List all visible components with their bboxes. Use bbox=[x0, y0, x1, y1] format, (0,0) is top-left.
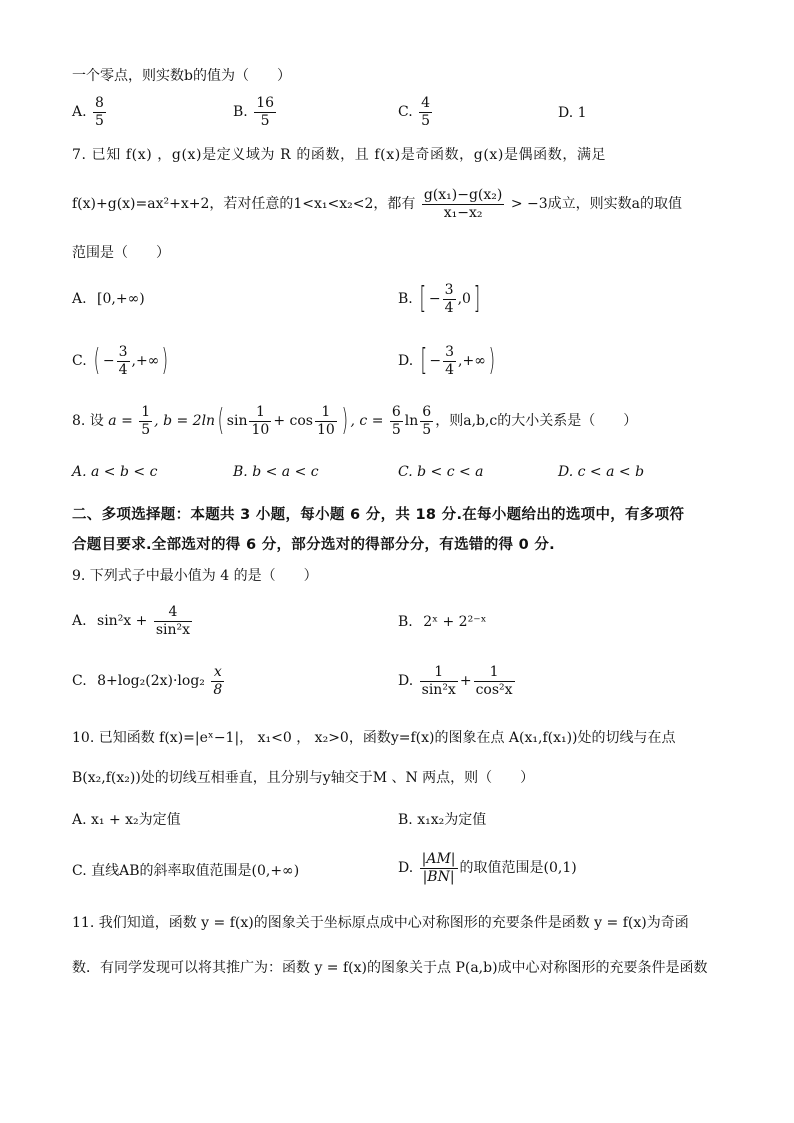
fraction bbox=[117, 345, 130, 377]
q8-b-eq: , b = 2ln bbox=[154, 413, 216, 430]
denominator: 4 bbox=[444, 299, 454, 316]
q6-option-a bbox=[72, 96, 108, 128]
numerator: 3 bbox=[445, 344, 455, 360]
denominator: 5 bbox=[141, 421, 151, 438]
section-heading-line2: 合题目要求.全部选对的得 6 分，部分选对的得部分分，有选错的得 0 分. bbox=[72, 537, 555, 553]
q9-option-c bbox=[72, 665, 226, 697]
right-paren: ) bbox=[161, 343, 169, 379]
fraction bbox=[420, 405, 433, 437]
right-bracket: ] bbox=[473, 281, 481, 317]
fraction bbox=[211, 665, 224, 697]
denominator: 8 bbox=[213, 681, 223, 698]
option-label: A. bbox=[72, 291, 87, 307]
q9-stem: 9. 下列式子中最小值为 4 的是（ ） bbox=[72, 568, 318, 584]
option-label: C. bbox=[72, 673, 87, 690]
q7-option-d bbox=[398, 345, 498, 377]
q9-option-b bbox=[398, 615, 487, 629]
left-bracket: [ bbox=[419, 281, 427, 317]
q6-stem-tail: 一个零点，则实数b的值为（ ） bbox=[72, 68, 291, 84]
q10-option-d bbox=[398, 852, 577, 884]
q7-option-c bbox=[72, 345, 171, 377]
fraction bbox=[420, 665, 458, 697]
minus-sign: − bbox=[429, 353, 442, 370]
fraction bbox=[249, 405, 271, 437]
numerator: 1 bbox=[420, 665, 458, 682]
q7-line2 bbox=[72, 188, 682, 220]
numerator: 1 bbox=[249, 405, 271, 422]
numerator: 3 bbox=[118, 344, 128, 360]
fraction bbox=[474, 665, 515, 697]
option-text: sin²x + bbox=[97, 613, 148, 630]
option-text: 的取值范围是(0,1) bbox=[459, 860, 577, 877]
option-label: A. bbox=[72, 613, 87, 630]
q10-option-a: A. x₁ + x₂为定值 bbox=[72, 812, 181, 828]
fraction bbox=[390, 405, 403, 437]
right-paren: ) bbox=[341, 403, 348, 439]
fraction bbox=[139, 405, 152, 437]
denominator: 5 bbox=[391, 421, 401, 438]
option-text: ,+∞ bbox=[131, 353, 160, 370]
q8-option-b: B. b < a < c bbox=[233, 464, 319, 480]
fraction bbox=[443, 345, 456, 377]
q8-stem bbox=[72, 405, 637, 437]
fraction bbox=[443, 283, 456, 315]
q11-line1: 11. 我们知道，函数 y = f(x)的图象关于坐标原点成中心对称图形的充要条件是函数 y = f(x)为奇函 bbox=[72, 915, 689, 931]
denominator: 4 bbox=[445, 361, 455, 378]
numerator: 4 bbox=[421, 95, 431, 111]
minus-sign: − bbox=[102, 353, 115, 370]
option-text: [0,+∞) bbox=[97, 291, 145, 307]
q10-option-b: B. x₁x₂为定值 bbox=[398, 812, 487, 828]
numerator: x bbox=[211, 665, 224, 682]
q7-fraction bbox=[422, 188, 505, 220]
option-label: B. bbox=[233, 104, 248, 121]
option-label: A. bbox=[72, 104, 87, 121]
option-text: 2ˣ + 2²⁻ˣ bbox=[423, 614, 487, 630]
ln-label: ln bbox=[404, 413, 419, 430]
numerator: |AM| bbox=[421, 851, 456, 867]
denominator: 10 bbox=[316, 421, 335, 438]
fraction bbox=[93, 96, 106, 128]
q8-a-eq: a = bbox=[108, 413, 133, 430]
sin-label: sin bbox=[226, 413, 248, 430]
q8-option-c: C. b < c < a bbox=[398, 464, 484, 480]
left-paren: ( bbox=[93, 343, 101, 379]
q8-c-eq: , c = bbox=[350, 413, 384, 430]
numerator: 6 bbox=[391, 404, 401, 420]
numerator: g(x₁)−g(x₂) bbox=[423, 187, 503, 203]
option-label: D. bbox=[398, 860, 414, 877]
q10-line1: 10. 已知函数 f(x)=|eˣ−1|， x₁<0 ， x₂>0，函数y=f(x)的图象在点 A(x₁,f(x₁))处的切线与在点 bbox=[72, 730, 676, 746]
left-bracket: [ bbox=[420, 343, 427, 379]
denominator: 5 bbox=[421, 112, 431, 129]
denominator: x₁−x₂ bbox=[443, 204, 483, 221]
numerator: 16 bbox=[256, 95, 275, 111]
denominator: 10 bbox=[251, 421, 270, 438]
numerator: 1 bbox=[474, 665, 515, 682]
numerator: 4 bbox=[154, 605, 192, 622]
denominator: sin²x bbox=[155, 621, 191, 638]
plus-sign: + bbox=[459, 673, 472, 690]
option-text: ,+∞ bbox=[458, 353, 486, 370]
numerator: 3 bbox=[444, 282, 454, 298]
option-label: C. bbox=[398, 104, 413, 121]
fraction bbox=[315, 405, 337, 437]
option-text: 0 bbox=[462, 291, 471, 308]
fraction bbox=[154, 605, 192, 637]
option-text: 8+log₂(2x)·log₂ bbox=[97, 673, 205, 690]
option-label: B. bbox=[398, 291, 413, 308]
denominator: sin²x bbox=[421, 681, 456, 698]
q11-line2: 数．有同学发现可以将其推广为：函数 y = f(x)的图象关于点 P(a,b)成中心对称图形的充要条件是函数 bbox=[72, 960, 708, 976]
left-paren: ( bbox=[217, 403, 225, 439]
q10-line2: B(x₂,f(x₂))处的切线互相垂直，且分别与y轴交于M 、N 两点，则（ ） bbox=[72, 770, 535, 786]
fraction bbox=[254, 96, 276, 128]
section-heading-line1: 二、多项选择题：本题共 3 小题，每小题 6 分，共 18 分.在每小题给出的选项中，有多项符 bbox=[72, 507, 685, 523]
fraction bbox=[420, 852, 458, 884]
denominator: 5 bbox=[95, 112, 104, 129]
numerator: 8 bbox=[95, 95, 104, 111]
denominator: cos²x bbox=[475, 681, 513, 698]
q6-option-d: D. 1 bbox=[558, 105, 587, 121]
denominator: 5 bbox=[260, 112, 270, 129]
minus-sign: − bbox=[428, 291, 441, 308]
q8-suffix: ，则a,b,c的大小关系是（ ） bbox=[435, 413, 638, 430]
numerator: 6 bbox=[422, 404, 432, 420]
q6-option-b bbox=[233, 96, 278, 128]
q6-option-c bbox=[398, 96, 434, 128]
cos-label: + cos bbox=[273, 413, 313, 430]
q7-option-b: B. [ − $\frac{3}{4}$ ,0] bbox=[398, 281, 481, 317]
option-label: B. bbox=[398, 614, 413, 630]
right-paren: ) bbox=[488, 343, 495, 379]
q7-line2-left: f(x)+g(x)=ax²+x+2，若对任意的1<x₁<x₂<2，都有 bbox=[72, 196, 416, 213]
q9-option-d bbox=[398, 665, 517, 697]
q8-option-a: A. a < b < c bbox=[72, 464, 158, 480]
option-label: D. bbox=[398, 353, 414, 370]
q7-line1: 7. 已知 f(x) ，g(x)是定义域为 R 的函数，且 f(x)是奇函数，g(x)是偶函数，满足 bbox=[72, 147, 607, 163]
denominator: 5 bbox=[422, 421, 432, 438]
q7-line2-right: > −3成立，则实数a的取值 bbox=[510, 196, 682, 213]
option-label: D. bbox=[398, 673, 414, 690]
option-label: C. bbox=[72, 353, 87, 370]
q9-option-a bbox=[72, 605, 194, 637]
q10-option-c: C. 直线AB的斜率取值范围是(0,+∞) bbox=[72, 863, 300, 879]
denominator: |BN| bbox=[422, 868, 455, 885]
q7-line3: 范围是（ ） bbox=[72, 245, 170, 261]
numerator: 1 bbox=[141, 404, 151, 420]
q8-prefix: 8. 设 bbox=[72, 413, 104, 430]
q8-option-d: D. c < a < b bbox=[558, 464, 645, 480]
numerator: 1 bbox=[315, 405, 337, 422]
denominator: 4 bbox=[118, 361, 128, 378]
fraction bbox=[419, 96, 432, 128]
q7-option-a bbox=[72, 292, 145, 306]
